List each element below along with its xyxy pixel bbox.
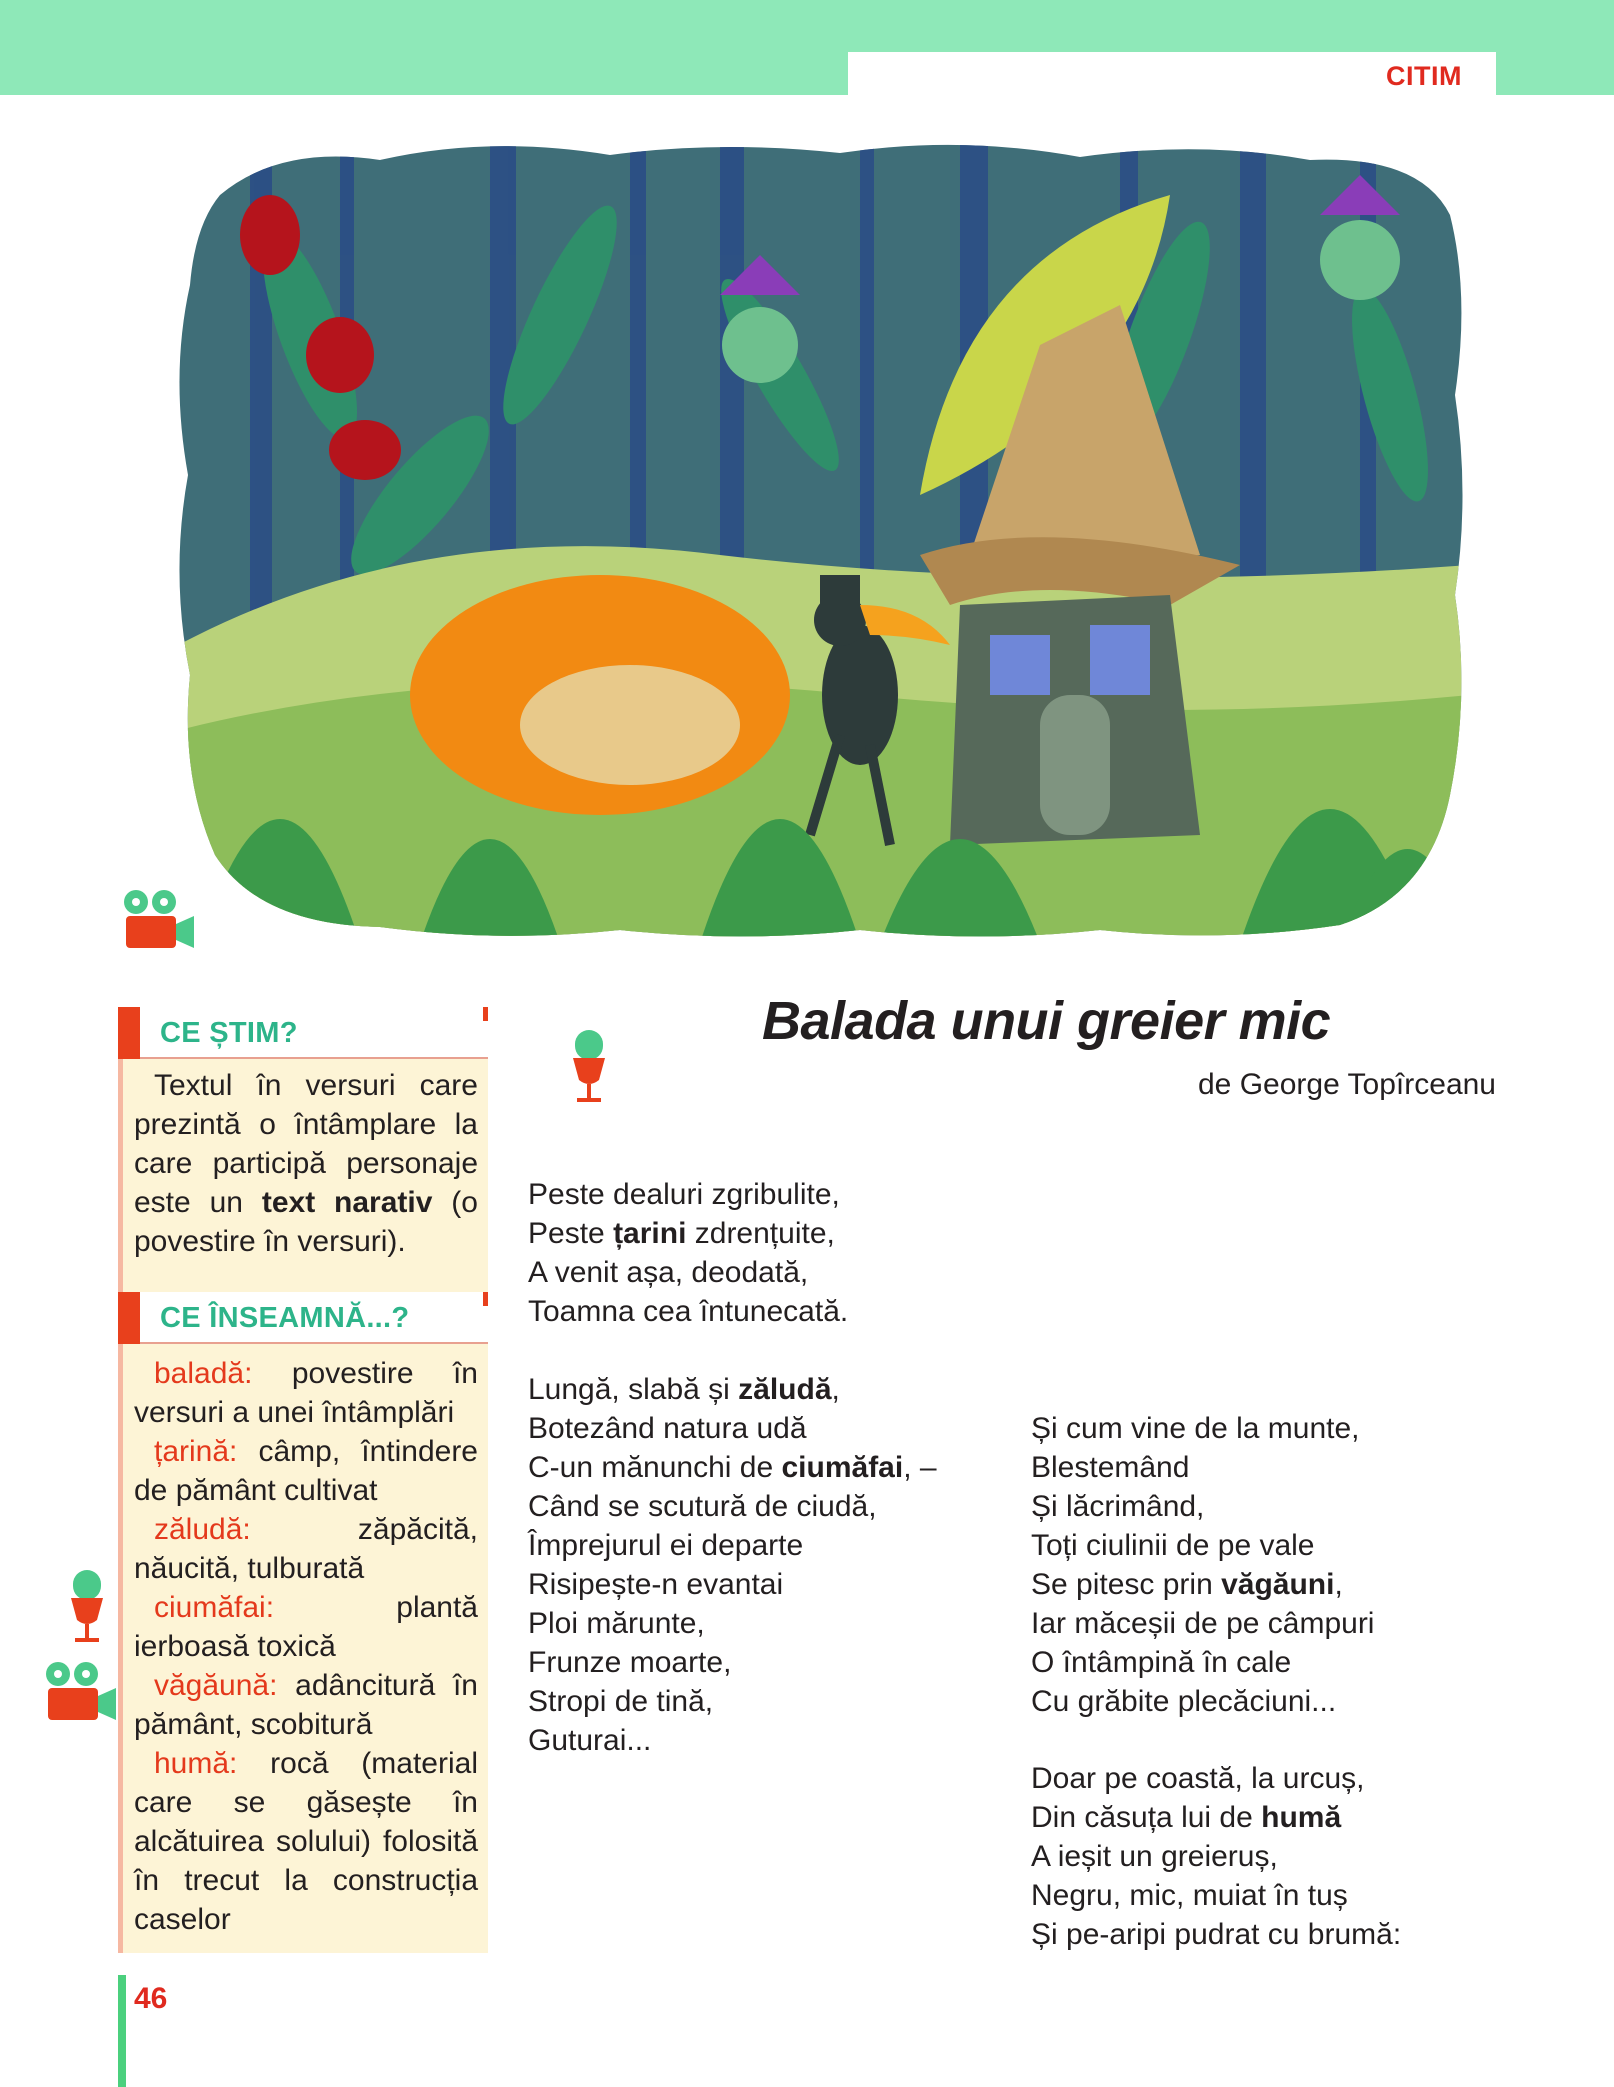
poem-line: Toamna cea întunecată. <box>528 1295 849 1328</box>
poem-text: , <box>831 1373 840 1406</box>
poem-line: A venit așa, deodată, <box>528 1256 809 1289</box>
poem-line: Doar pe coastă, la urcuș, <box>1031 1762 1365 1795</box>
poem-text: Se pitesc prin <box>1031 1568 1222 1601</box>
video-camera-icon[interactable] <box>118 888 198 954</box>
glossary-definition: povestire în versuri a unei întâmplări <box>134 1357 478 1429</box>
glossary-entry <box>134 1432 478 1510</box>
poem-line <box>1031 1565 1374 1604</box>
glossary-entry <box>134 1510 478 1588</box>
poem-text: Peste <box>528 1217 614 1250</box>
poem-line: Risipește-n evantai <box>528 1568 784 1601</box>
glossary <box>134 1354 478 1939</box>
poem-line: Și cum vine de la munte, <box>1031 1412 1360 1445</box>
glossary-entry <box>134 1354 478 1432</box>
poem-line: Cu grăbite plecăciuni... <box>1031 1685 1337 1718</box>
page-rule <box>118 1975 126 2087</box>
stim-bold-term: text narativ <box>261 1186 433 1219</box>
heading-ce-inseamna <box>118 1292 488 1344</box>
poem-line: Toți ciulinii de pe vale <box>1031 1529 1315 1562</box>
poem-bold-word: țarini <box>613 1217 687 1250</box>
poem-line: Negru, mic, muiat în tuș <box>1031 1879 1348 1912</box>
poem-line: Ploi mărunte, <box>528 1607 705 1640</box>
poem-author: de George Topîrceanu <box>1198 1068 1496 1101</box>
stanza-3 <box>1031 1409 1374 1721</box>
poem-bold-word: văgăuni <box>1221 1568 1335 1601</box>
glossary-entry <box>134 1666 478 1744</box>
page-number: 46 <box>134 1982 168 2015</box>
glossary-term: văgăună: <box>154 1669 278 1702</box>
video-camera-icon[interactable] <box>40 1660 120 1726</box>
heading-ce-inseamna-text: CE ÎNSEAMNĂ...? <box>160 1302 410 1334</box>
glossary-definition: adâncitură în pământ, scobitură <box>134 1669 478 1741</box>
heading-bar <box>118 1292 140 1344</box>
poem-text: , – <box>903 1451 937 1484</box>
poem-line <box>528 1370 937 1409</box>
sidebar-box <box>118 1007 488 1953</box>
poem-text: , <box>1334 1568 1343 1601</box>
poem-line <box>528 1214 848 1253</box>
poem-line <box>528 1448 937 1487</box>
poem-line: A ieșit un greieruș, <box>1031 1840 1278 1873</box>
sidebar-accent <box>118 1007 123 1953</box>
glossary-definition: zăpăcită, năucită, tulburată <box>134 1513 478 1585</box>
poem-line: O întâmpină în cale <box>1031 1646 1292 1679</box>
stanza-2 <box>528 1370 937 1760</box>
illustration-scene <box>160 135 1470 943</box>
poem-text: zdrențuite, <box>686 1217 835 1250</box>
glossary-term: humă: <box>154 1747 238 1780</box>
poem-line: Stropi de tină, <box>528 1685 714 1718</box>
poem-line: Iar măceșii de pe câmpuri <box>1031 1607 1375 1640</box>
poem-bold-word: ciumăfai <box>781 1451 904 1484</box>
stim-text: Textul în versuri care prezintă o întâmplare la care participă personaje este un <box>134 1069 478 1219</box>
microphone-icon[interactable] <box>63 1568 111 1646</box>
heading-bar <box>118 1007 140 1059</box>
stim-text-end: (o povestire în versuri). <box>134 1186 478 1258</box>
glossary-entry <box>134 1588 478 1666</box>
poem-text: Lungă, slabă și <box>528 1373 739 1406</box>
poem-text: C-un mănunchi de <box>528 1451 782 1484</box>
glossary-term: baladă: <box>154 1357 253 1390</box>
section-label: CITIM <box>848 52 1496 98</box>
glossary-definition: rocă (material care se găsește în alcătuirea solului) folosită în trecut la construcția caselor <box>134 1747 478 1936</box>
poem-line <box>1031 1798 1401 1837</box>
poem-line: Împrejurul ei departe <box>528 1529 804 1562</box>
glossary-entry <box>134 1744 478 1939</box>
heading-tick <box>483 1292 488 1306</box>
microphone-icon[interactable] <box>565 1028 613 1106</box>
poem-text: Din căsuța lui de <box>1031 1801 1262 1834</box>
glossary-term: țarină: <box>154 1435 238 1468</box>
poem-line: Când se scutură de ciudă, <box>528 1490 877 1523</box>
heading-tick <box>483 1007 488 1021</box>
glossary-definition: câmp, întindere de pământ cultivat <box>134 1435 478 1507</box>
poem-bold-word: zăludă <box>738 1373 832 1406</box>
poem-line: Și lăcrimând, <box>1031 1490 1205 1523</box>
glossary-term: ciumăfai: <box>154 1591 275 1624</box>
heading-ce-stim-text: CE ȘTIM? <box>160 1017 298 1049</box>
illustration-canvas <box>160 135 1470 943</box>
poem-line: Blestemând <box>1031 1451 1190 1484</box>
poem-line: Botezând natura udă <box>528 1412 807 1445</box>
stim-paragraph <box>134 1066 478 1261</box>
stanza-4 <box>1031 1759 1401 1954</box>
glossary-definition: plantă ierboasă toxică <box>134 1591 478 1663</box>
poem-title: Balada unui greier mic <box>762 991 1331 1051</box>
glossary-term: zăludă: <box>154 1513 251 1546</box>
poem-line: Peste dealuri zgribulite, <box>528 1178 840 1211</box>
heading-ce-stim <box>118 1007 488 1059</box>
story-illustration <box>160 135 1470 943</box>
poem-line: Și pe-aripi pudrat cu brumă: <box>1031 1918 1402 1951</box>
poem-line: Guturai... <box>528 1724 652 1757</box>
poem-bold-word: humă <box>1261 1801 1342 1834</box>
stanza-1 <box>528 1175 848 1331</box>
poem-line: Frunze moarte, <box>528 1646 732 1679</box>
